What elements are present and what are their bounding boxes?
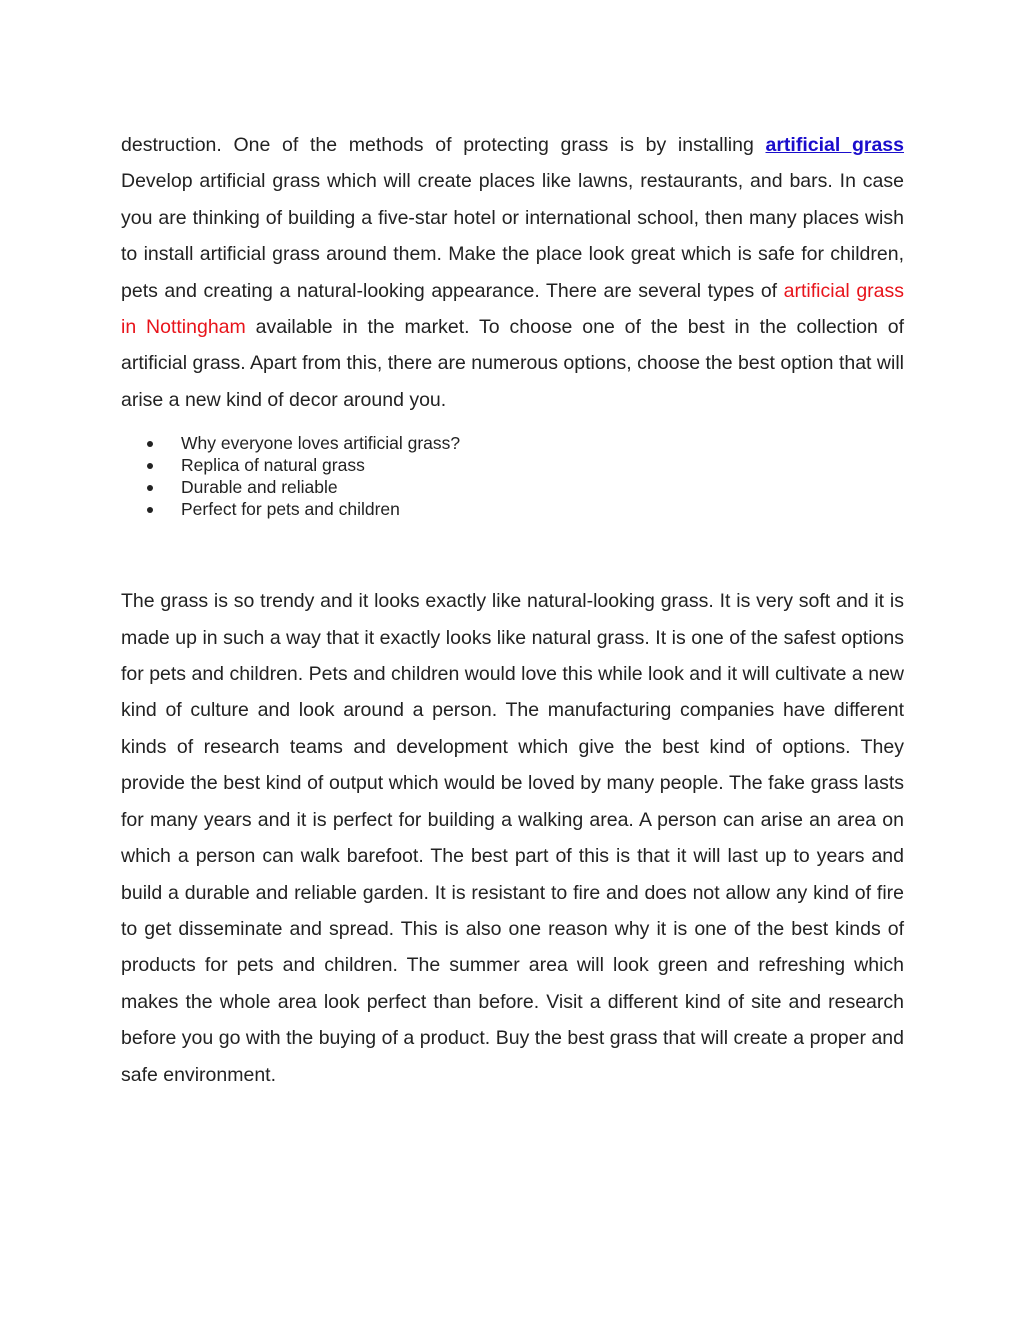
artificial-grass-nottingham-link[interactable]: artificial grass in Nottingham [121,279,905,339]
list-item-label: Durable and reliable [181,477,338,498]
bullet-dot-icon [147,463,153,469]
intro-paragraph [121,127,904,418]
list-item [121,498,904,520]
intro-text-3: available in the market. To choose one of the best in the collection of artificial grass. Apart from this, there are numerous options, choose the best option that will arise a new kind of decor around you. [121,316,904,411]
document-page [121,127,904,1093]
list-item [121,454,904,476]
bullet-dot-icon [147,507,153,513]
feature-list [121,432,904,520]
intro-text-2: Develop artificial grass which will create places like lawns, restaurants, and bars. In case you are thinking of building a five-star hotel or international school, then many places wish to install artificial grass around them. Make the place look great which is safe for children, pets and creating a natural-looking appearance. There are several types of [121,170,904,302]
bullet-dot-icon [147,441,153,447]
intro-text-1: destruction. One of the methods of protecting grass is by installing [121,134,766,156]
list-item-label: Replica of natural grass [181,455,365,476]
list-item-label: Perfect for pets and children [181,499,400,520]
body-paragraph: The grass is so trendy and it looks exactly like natural-looking grass. It is very soft and it is made up in such a way that it exactly looks like natural grass. It is one of the safest options for pets and children. Pets and children would love this while look and it will cultivate a new kind of culture and look around a person. The manufacturing companies have different kinds of research teams and development which give the best kind of options. They provide the best kind of output which would be loved by many people. The fake grass lasts for many years and it is perfect for building a walking area. A person can arise an area on which a person can walk barefoot. The best part of this is that it will last up to years and build a durable and reliable garden. It is resistant to fire and does not allow any kind of fire to get disseminate and spread. This is also one reason why it is one of the best kinds of products for pets and children. The summer area will look green and refreshing which makes the whole area look perfect than before. Visit a different kind of site and research before you go with the buying of a product. Buy the best grass that will create a proper and safe environment. [121,590,904,1086]
artificial-grass-link[interactable]: artificial grass [765,134,905,156]
list-item [121,432,904,454]
list-item [121,476,904,498]
list-item-label: Why everyone loves artificial grass? [181,433,461,454]
bullet-dot-icon [147,485,153,491]
